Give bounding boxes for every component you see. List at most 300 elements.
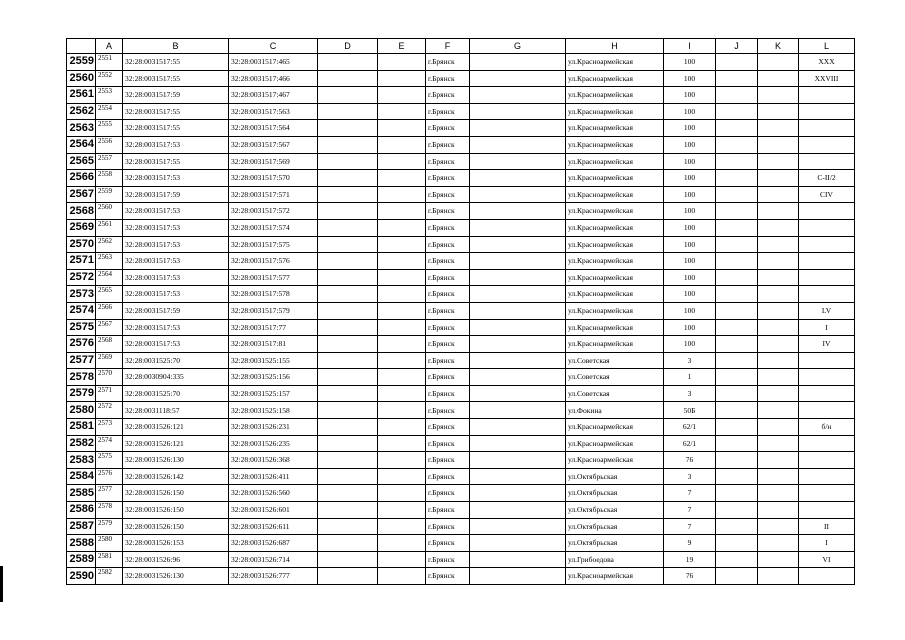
cell-i[interactable]: 76 [664, 452, 716, 469]
cell-j[interactable] [716, 286, 758, 303]
row-number[interactable]: 2584 [67, 468, 96, 485]
cell-a[interactable]: 2559 [96, 186, 123, 203]
cell-g[interactable] [470, 302, 566, 319]
cell-c[interactable]: 32:28:0031526:714 [229, 551, 318, 568]
cell-b[interactable]: 32:28:0030904:335 [123, 369, 229, 386]
cell-i[interactable]: 76 [664, 568, 716, 585]
cell-i[interactable]: 7 [664, 485, 716, 502]
cell-i[interactable]: 100 [664, 120, 716, 137]
cell-d[interactable] [318, 551, 378, 568]
cell-a[interactable]: 2551 [96, 54, 123, 71]
cell-j[interactable] [716, 435, 758, 452]
cell-k[interactable] [758, 170, 799, 187]
column-header-c[interactable]: C [229, 39, 318, 54]
row-number[interactable]: 2559 [67, 54, 96, 71]
cell-k[interactable] [758, 236, 799, 253]
cell-b[interactable]: 32:28:0031118:57 [123, 402, 229, 419]
row-number[interactable]: 2575 [67, 319, 96, 336]
cell-c[interactable]: 32:28:0031517:77 [229, 319, 318, 336]
cell-a[interactable]: 2582 [96, 568, 123, 585]
cell-c[interactable]: 32:28:0031526:560 [229, 485, 318, 502]
cell-j[interactable] [716, 452, 758, 469]
column-header-j[interactable]: J [716, 39, 758, 54]
cell-j[interactable] [716, 302, 758, 319]
cell-c[interactable]: 32:28:0031525:157 [229, 385, 318, 402]
cell-f[interactable]: г.Брянск [426, 485, 470, 502]
cell-b[interactable]: 32:28:0031517:59 [123, 87, 229, 104]
cell-g[interactable] [470, 70, 566, 87]
cell-j[interactable] [716, 518, 758, 535]
cell-h[interactable]: ул.Октябрьская [566, 518, 664, 535]
cell-g[interactable] [470, 170, 566, 187]
cell-c[interactable]: 32:28:0031526:687 [229, 535, 318, 552]
cell-c[interactable]: 32:28:0031517:577 [229, 269, 318, 286]
cell-h[interactable]: ул.Красноармейская [566, 568, 664, 585]
cell-g[interactable] [470, 468, 566, 485]
cell-h[interactable]: ул.Красноармейская [566, 286, 664, 303]
cell-e[interactable] [378, 319, 426, 336]
cell-c[interactable]: 32:28:0031526:368 [229, 452, 318, 469]
cell-c[interactable]: 32:28:0031526:235 [229, 435, 318, 452]
cell-g[interactable] [470, 352, 566, 369]
cell-d[interactable] [318, 319, 378, 336]
cell-f[interactable]: г.Брянск [426, 87, 470, 104]
cell-l[interactable]: IV [799, 336, 855, 353]
cell-i[interactable]: 100 [664, 319, 716, 336]
cell-l[interactable] [799, 153, 855, 170]
cell-f[interactable]: г.Брянск [426, 302, 470, 319]
cell-j[interactable] [716, 253, 758, 270]
cell-l[interactable]: VI [799, 551, 855, 568]
cell-d[interactable] [318, 302, 378, 319]
cell-d[interactable] [318, 435, 378, 452]
cell-c[interactable]: 32:28:0031526:601 [229, 502, 318, 519]
cell-e[interactable] [378, 468, 426, 485]
cell-f[interactable]: г.Брянск [426, 518, 470, 535]
cell-j[interactable] [716, 352, 758, 369]
cell-f[interactable]: г.Брянск [426, 203, 470, 220]
cell-c[interactable]: 32:28:0031517:465 [229, 54, 318, 71]
cell-c[interactable]: 32:28:0031517:572 [229, 203, 318, 220]
cell-k[interactable] [758, 153, 799, 170]
cell-b[interactable]: 32:28:0031517:55 [123, 120, 229, 137]
cell-h[interactable]: ул.Красноармейская [566, 153, 664, 170]
cell-a[interactable]: 2571 [96, 385, 123, 402]
cell-b[interactable]: 32:28:0031517:55 [123, 54, 229, 71]
cell-g[interactable] [470, 452, 566, 469]
cell-f[interactable]: г.Брянск [426, 568, 470, 585]
column-header-h[interactable]: H [566, 39, 664, 54]
cell-l[interactable]: C-II/2 [799, 170, 855, 187]
row-number[interactable]: 2578 [67, 369, 96, 386]
cell-l[interactable] [799, 435, 855, 452]
cell-a[interactable]: 2561 [96, 219, 123, 236]
cell-e[interactable] [378, 435, 426, 452]
cell-i[interactable]: 3 [664, 352, 716, 369]
cell-d[interactable] [318, 568, 378, 585]
cell-b[interactable]: 32:28:0031517:53 [123, 336, 229, 353]
cell-f[interactable]: г.Брянск [426, 385, 470, 402]
cell-c[interactable]: 32:28:0031517:575 [229, 236, 318, 253]
cell-c[interactable]: 32:28:0031517:570 [229, 170, 318, 187]
cell-j[interactable] [716, 502, 758, 519]
cell-l[interactable] [799, 219, 855, 236]
cell-d[interactable] [318, 419, 378, 436]
cell-e[interactable] [378, 485, 426, 502]
cell-e[interactable] [378, 535, 426, 552]
cell-k[interactable] [758, 319, 799, 336]
cell-l[interactable] [799, 568, 855, 585]
cell-i[interactable]: 100 [664, 302, 716, 319]
cell-d[interactable] [318, 253, 378, 270]
cell-j[interactable] [716, 87, 758, 104]
cell-k[interactable] [758, 402, 799, 419]
cell-h[interactable]: ул.Красноармейская [566, 54, 664, 71]
cell-c[interactable]: 32:28:0031526:231 [229, 419, 318, 436]
cell-c[interactable]: 32:28:0031517:564 [229, 120, 318, 137]
column-header-d[interactable]: D [318, 39, 378, 54]
cell-c[interactable]: 32:28:0031525:158 [229, 402, 318, 419]
cell-c[interactable]: 32:28:0031526:611 [229, 518, 318, 535]
cell-l[interactable] [799, 253, 855, 270]
cell-i[interactable]: 100 [664, 253, 716, 270]
cell-f[interactable]: г.Брянск [426, 70, 470, 87]
column-header-l[interactable]: L [799, 39, 855, 54]
cell-c[interactable]: 32:28:0031517:574 [229, 219, 318, 236]
cell-h[interactable]: ул.Красноармейская [566, 103, 664, 120]
cell-f[interactable]: г.Брянск [426, 535, 470, 552]
cell-g[interactable] [470, 568, 566, 585]
cell-f[interactable]: г.Брянск [426, 419, 470, 436]
cell-e[interactable] [378, 286, 426, 303]
row-number[interactable]: 2564 [67, 136, 96, 153]
cell-h[interactable]: ул.Фокина [566, 402, 664, 419]
cell-l[interactable] [799, 468, 855, 485]
cell-i[interactable]: 100 [664, 70, 716, 87]
cell-d[interactable] [318, 336, 378, 353]
cell-k[interactable] [758, 419, 799, 436]
cell-h[interactable]: ул.Красноармейская [566, 236, 664, 253]
cell-j[interactable] [716, 419, 758, 436]
cell-d[interactable] [318, 153, 378, 170]
cell-k[interactable] [758, 551, 799, 568]
cell-k[interactable] [758, 385, 799, 402]
cell-b[interactable]: 32:28:0031517:59 [123, 186, 229, 203]
cell-c[interactable]: 32:28:0031517:569 [229, 153, 318, 170]
cell-g[interactable] [470, 186, 566, 203]
cell-f[interactable]: г.Брянск [426, 253, 470, 270]
cell-l[interactable] [799, 402, 855, 419]
column-header-g[interactable]: G [470, 39, 566, 54]
cell-b[interactable]: 32:28:0031517:53 [123, 269, 229, 286]
cell-j[interactable] [716, 153, 758, 170]
cell-g[interactable] [470, 203, 566, 220]
cell-l[interactable]: CIV [799, 186, 855, 203]
cell-b[interactable]: 32:28:0031526:121 [123, 435, 229, 452]
cell-j[interactable] [716, 136, 758, 153]
cell-f[interactable]: г.Брянск [426, 369, 470, 386]
row-number[interactable]: 2574 [67, 302, 96, 319]
cell-e[interactable] [378, 203, 426, 220]
cell-j[interactable] [716, 203, 758, 220]
cell-k[interactable] [758, 502, 799, 519]
cell-l[interactable] [799, 103, 855, 120]
cell-l[interactable] [799, 485, 855, 502]
column-header-b[interactable]: B [123, 39, 229, 54]
cell-f[interactable]: г.Брянск [426, 452, 470, 469]
cell-k[interactable] [758, 468, 799, 485]
cell-c[interactable]: 32:28:0031517:576 [229, 253, 318, 270]
row-number[interactable]: 2582 [67, 435, 96, 452]
cell-b[interactable]: 32:28:0031517:53 [123, 236, 229, 253]
cell-l[interactable] [799, 352, 855, 369]
cell-a[interactable]: 2554 [96, 103, 123, 120]
cell-h[interactable]: ул.Красноармейская [566, 219, 664, 236]
column-header-f[interactable]: F [426, 39, 470, 54]
cell-f[interactable]: г.Брянск [426, 153, 470, 170]
cell-g[interactable] [470, 336, 566, 353]
cell-b[interactable]: 32:28:0031517:53 [123, 203, 229, 220]
cell-g[interactable] [470, 419, 566, 436]
cell-j[interactable] [716, 551, 758, 568]
cell-c[interactable]: 32:28:0031517:579 [229, 302, 318, 319]
cell-j[interactable] [716, 319, 758, 336]
cell-i[interactable]: 100 [664, 269, 716, 286]
cell-a[interactable]: 2575 [96, 452, 123, 469]
cell-a[interactable]: 2562 [96, 236, 123, 253]
cell-i[interactable]: 62/1 [664, 419, 716, 436]
cell-h[interactable]: ул.Советская [566, 369, 664, 386]
cell-b[interactable]: 32:28:0031526:150 [123, 485, 229, 502]
cell-l[interactable]: б/н [799, 419, 855, 436]
cell-f[interactable]: г.Брянск [426, 336, 470, 353]
cell-c[interactable]: 32:28:0031517:567 [229, 136, 318, 153]
cell-a[interactable]: 2579 [96, 518, 123, 535]
cell-d[interactable] [318, 70, 378, 87]
row-number[interactable]: 2561 [67, 87, 96, 104]
cell-g[interactable] [470, 319, 566, 336]
cell-h[interactable]: ул.Красноармейская [566, 452, 664, 469]
cell-i[interactable]: 100 [664, 336, 716, 353]
row-number[interactable]: 2568 [67, 203, 96, 220]
row-number[interactable]: 2565 [67, 153, 96, 170]
cell-i[interactable]: 100 [664, 219, 716, 236]
cell-k[interactable] [758, 352, 799, 369]
cell-a[interactable]: 2580 [96, 535, 123, 552]
cell-b[interactable]: 32:28:0031517:53 [123, 286, 229, 303]
cell-l[interactable]: XXX [799, 54, 855, 71]
cell-i[interactable]: 3 [664, 468, 716, 485]
cell-b[interactable]: 32:28:0031526:142 [123, 468, 229, 485]
cell-f[interactable]: г.Брянск [426, 435, 470, 452]
cell-a[interactable]: 2553 [96, 87, 123, 104]
cell-a[interactable]: 2558 [96, 170, 123, 187]
cell-a[interactable]: 2578 [96, 502, 123, 519]
row-number[interactable]: 2570 [67, 236, 96, 253]
cell-b[interactable]: 32:28:0031517:53 [123, 136, 229, 153]
cell-a[interactable]: 2557 [96, 153, 123, 170]
cell-e[interactable] [378, 70, 426, 87]
cell-k[interactable] [758, 87, 799, 104]
cell-j[interactable] [716, 402, 758, 419]
cell-d[interactable] [318, 402, 378, 419]
cell-l[interactable]: I [799, 319, 855, 336]
cell-l[interactable] [799, 87, 855, 104]
cell-h[interactable]: ул.Красноармейская [566, 186, 664, 203]
row-number[interactable]: 2573 [67, 286, 96, 303]
cell-d[interactable] [318, 219, 378, 236]
cell-c[interactable]: 32:28:0031517:81 [229, 336, 318, 353]
cell-h[interactable]: ул.Грибоедова [566, 551, 664, 568]
cell-e[interactable] [378, 336, 426, 353]
cell-k[interactable] [758, 535, 799, 552]
cell-j[interactable] [716, 568, 758, 585]
cell-g[interactable] [470, 502, 566, 519]
cell-k[interactable] [758, 518, 799, 535]
row-number[interactable]: 2577 [67, 352, 96, 369]
cell-e[interactable] [378, 551, 426, 568]
cell-a[interactable]: 2573 [96, 419, 123, 436]
cell-i[interactable]: 100 [664, 54, 716, 71]
cell-f[interactable]: г.Брянск [426, 502, 470, 519]
cell-e[interactable] [378, 518, 426, 535]
cell-g[interactable] [470, 402, 566, 419]
cell-i[interactable]: 100 [664, 136, 716, 153]
cell-a[interactable]: 2565 [96, 286, 123, 303]
cell-k[interactable] [758, 219, 799, 236]
cell-a[interactable]: 2555 [96, 120, 123, 137]
cell-k[interactable] [758, 286, 799, 303]
cell-k[interactable] [758, 302, 799, 319]
row-number[interactable]: 2576 [67, 336, 96, 353]
cell-f[interactable]: г.Брянск [426, 269, 470, 286]
cell-e[interactable] [378, 219, 426, 236]
cell-j[interactable] [716, 385, 758, 402]
cell-b[interactable]: 32:28:0031517:53 [123, 319, 229, 336]
cell-j[interactable] [716, 219, 758, 236]
cell-i[interactable]: 1 [664, 369, 716, 386]
cell-a[interactable]: 2556 [96, 136, 123, 153]
cell-k[interactable] [758, 186, 799, 203]
cell-d[interactable] [318, 369, 378, 386]
cell-b[interactable]: 32:28:0031517:55 [123, 103, 229, 120]
cell-a[interactable]: 2569 [96, 352, 123, 369]
cell-i[interactable]: 100 [664, 236, 716, 253]
cell-k[interactable] [758, 452, 799, 469]
cell-h[interactable]: ул.Красноармейская [566, 70, 664, 87]
cell-e[interactable] [378, 236, 426, 253]
cell-d[interactable] [318, 385, 378, 402]
cell-d[interactable] [318, 120, 378, 137]
cell-g[interactable] [470, 120, 566, 137]
cell-d[interactable] [318, 269, 378, 286]
cell-i[interactable]: 7 [664, 518, 716, 535]
cell-l[interactable] [799, 385, 855, 402]
cell-k[interactable] [758, 336, 799, 353]
cell-e[interactable] [378, 120, 426, 137]
cell-e[interactable] [378, 87, 426, 104]
cell-f[interactable]: г.Брянск [426, 468, 470, 485]
cell-b[interactable]: 32:28:0031526:130 [123, 568, 229, 585]
cell-b[interactable]: 32:28:0031526:150 [123, 518, 229, 535]
cell-l[interactable]: I [799, 535, 855, 552]
row-number[interactable]: 2563 [67, 120, 96, 137]
cell-g[interactable] [470, 236, 566, 253]
cell-f[interactable]: г.Брянск [426, 551, 470, 568]
cell-a[interactable]: 2564 [96, 269, 123, 286]
row-number[interactable]: 2560 [67, 70, 96, 87]
cell-a[interactable]: 2574 [96, 435, 123, 452]
cell-c[interactable]: 32:28:0031517:467 [229, 87, 318, 104]
cell-g[interactable] [470, 435, 566, 452]
cell-h[interactable]: ул.Красноармейская [566, 136, 664, 153]
cell-k[interactable] [758, 103, 799, 120]
cell-h[interactable]: ул.Октябрьская [566, 485, 664, 502]
row-number[interactable]: 2580 [67, 402, 96, 419]
column-header-k[interactable]: K [758, 39, 799, 54]
cell-h[interactable]: ул.Красноармейская [566, 170, 664, 187]
row-number[interactable]: 2571 [67, 253, 96, 270]
cell-e[interactable] [378, 419, 426, 436]
cell-l[interactable] [799, 286, 855, 303]
row-number[interactable]: 2567 [67, 186, 96, 203]
cell-e[interactable] [378, 352, 426, 369]
row-number[interactable]: 2581 [67, 419, 96, 436]
cell-e[interactable] [378, 402, 426, 419]
cell-d[interactable] [318, 236, 378, 253]
cell-k[interactable] [758, 435, 799, 452]
cell-f[interactable]: г.Брянск [426, 286, 470, 303]
cell-j[interactable] [716, 468, 758, 485]
cell-j[interactable] [716, 70, 758, 87]
cell-b[interactable]: 32:28:0031526:153 [123, 535, 229, 552]
cell-f[interactable]: г.Брянск [426, 120, 470, 137]
cell-c[interactable]: 32:28:0031526:411 [229, 468, 318, 485]
cell-d[interactable] [318, 136, 378, 153]
cell-g[interactable] [470, 535, 566, 552]
cell-k[interactable] [758, 136, 799, 153]
cell-h[interactable]: ул.Октябрьская [566, 468, 664, 485]
cell-h[interactable]: ул.Советская [566, 352, 664, 369]
cell-i[interactable]: 7 [664, 502, 716, 519]
cell-d[interactable] [318, 535, 378, 552]
corner-cell[interactable] [67, 39, 96, 54]
cell-i[interactable]: 100 [664, 103, 716, 120]
cell-f[interactable]: г.Брянск [426, 103, 470, 120]
cell-a[interactable]: 2568 [96, 336, 123, 353]
cell-f[interactable]: г.Брянск [426, 219, 470, 236]
cell-k[interactable] [758, 54, 799, 71]
cell-h[interactable]: ул.Красноармейская [566, 419, 664, 436]
cell-b[interactable]: 32:28:0031525:70 [123, 352, 229, 369]
cell-l[interactable] [799, 136, 855, 153]
cell-g[interactable] [470, 153, 566, 170]
cell-j[interactable] [716, 120, 758, 137]
cell-a[interactable]: 2566 [96, 302, 123, 319]
cell-h[interactable]: ул.Октябрьская [566, 535, 664, 552]
cell-k[interactable] [758, 568, 799, 585]
cell-b[interactable]: 32:28:0031517:59 [123, 302, 229, 319]
cell-d[interactable] [318, 286, 378, 303]
cell-j[interactable] [716, 269, 758, 286]
cell-g[interactable] [470, 54, 566, 71]
cell-g[interactable] [470, 485, 566, 502]
cell-b[interactable]: 32:28:0031526:150 [123, 502, 229, 519]
cell-k[interactable] [758, 203, 799, 220]
cell-d[interactable] [318, 186, 378, 203]
cell-j[interactable] [716, 336, 758, 353]
cell-e[interactable] [378, 153, 426, 170]
